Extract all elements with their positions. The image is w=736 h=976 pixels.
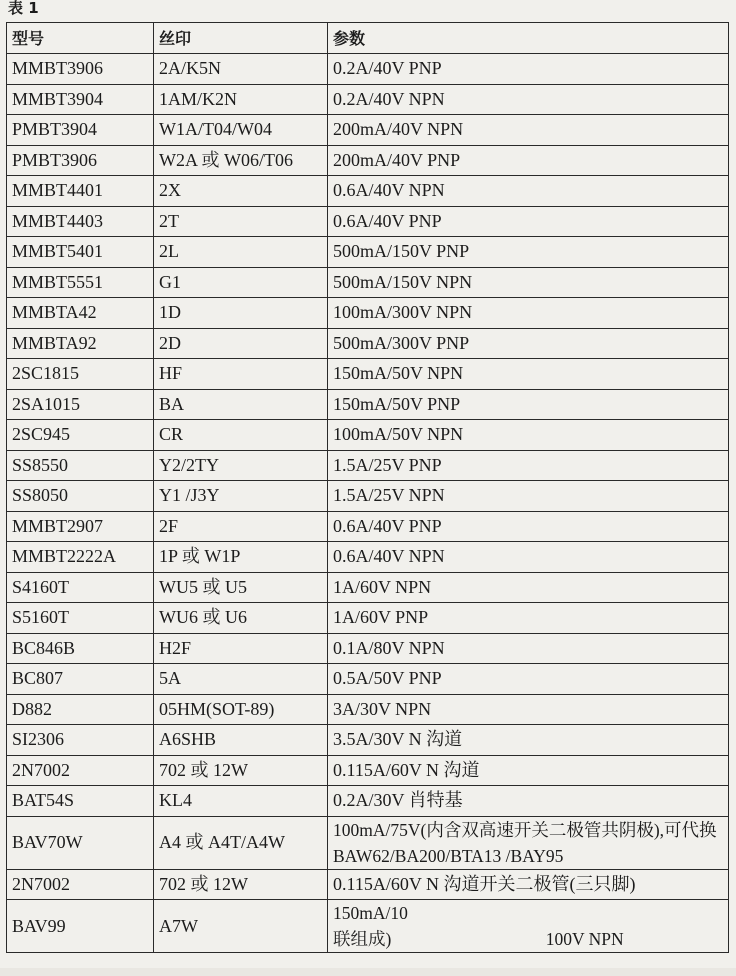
table-row bbox=[7, 328, 729, 359]
cell-model: 2SC945 bbox=[7, 420, 154, 451]
table-row bbox=[7, 359, 729, 390]
cell-marking: 1P 或 W1P bbox=[154, 542, 328, 573]
cell-params: 0.2A/40V NPN bbox=[328, 84, 729, 115]
cell-marking: 702 或 12W bbox=[154, 755, 328, 786]
page-edge bbox=[0, 968, 736, 976]
cell-marking: BA bbox=[154, 389, 328, 420]
cell-params: 0.1A/80V NPN bbox=[328, 633, 729, 664]
cell-model: 2SC1815 bbox=[7, 359, 154, 390]
cell-model: SI2306 bbox=[7, 725, 154, 756]
header-model: 型号 bbox=[7, 23, 154, 54]
cell-model: BAV70W bbox=[7, 816, 154, 869]
cell-params: 0.2A/30V 肖特基 bbox=[328, 786, 729, 817]
cell-params: 150mA/50V NPN bbox=[328, 359, 729, 390]
cell-marking: G1 bbox=[154, 267, 328, 298]
cell-params: 0.2A/40V PNP bbox=[328, 54, 729, 85]
table-row bbox=[7, 786, 729, 817]
cell-params: 1A/60V NPN bbox=[328, 572, 729, 603]
cell-model: BC846B bbox=[7, 633, 154, 664]
cell-marking: CR bbox=[154, 420, 328, 451]
params-line-2b: 100V NPN bbox=[545, 929, 624, 949]
table-row bbox=[7, 481, 729, 512]
table-row bbox=[7, 450, 729, 481]
cell-marking: 2F bbox=[154, 511, 328, 542]
cell-model: BAV99 bbox=[7, 900, 154, 953]
table-row bbox=[7, 145, 729, 176]
table-row bbox=[7, 603, 729, 634]
cell-params: 0.6A/40V NPN bbox=[328, 176, 729, 207]
cell-model: 2N7002 bbox=[7, 869, 154, 900]
cell-marking: HF bbox=[154, 359, 328, 390]
cell-params: 1.5A/25V NPN bbox=[328, 481, 729, 512]
cell-params: 0.115A/60V N 沟道开关二极管(三只脚) bbox=[328, 869, 729, 900]
cell-marking: A4 或 A4T/A4W bbox=[154, 816, 328, 869]
cell-model: MMBT3904 bbox=[7, 84, 154, 115]
cell-params bbox=[328, 900, 729, 953]
cell-marking: 1AM/K2N bbox=[154, 84, 328, 115]
table-row bbox=[7, 869, 729, 900]
cell-marking: W1A/T04/W04 bbox=[154, 115, 328, 146]
table-row bbox=[7, 664, 729, 695]
cell-model: MMBT5551 bbox=[7, 267, 154, 298]
cell-model: BAT54S bbox=[7, 786, 154, 817]
cell-model: MMBT5401 bbox=[7, 237, 154, 268]
table-row bbox=[7, 298, 729, 329]
cell-model: MMBTA42 bbox=[7, 298, 154, 329]
cell-params: 1A/60V PNP bbox=[328, 603, 729, 634]
table-row bbox=[7, 420, 729, 451]
table-row bbox=[7, 237, 729, 268]
table-row bbox=[7, 389, 729, 420]
cell-model: MMBT2907 bbox=[7, 511, 154, 542]
table-row bbox=[7, 84, 729, 115]
cell-params: 1.5A/25V PNP bbox=[328, 450, 729, 481]
table-row bbox=[7, 54, 729, 85]
cell-model: D882 bbox=[7, 694, 154, 725]
cell-params: 0.6A/40V PNP bbox=[328, 206, 729, 237]
header-marking: 丝印 bbox=[154, 23, 328, 54]
cell-marking: 1D bbox=[154, 298, 328, 329]
cell-marking: WU5 或 U5 bbox=[154, 572, 328, 603]
table-row bbox=[7, 816, 729, 869]
cell-marking: 5A bbox=[154, 664, 328, 695]
cell-model: SS8550 bbox=[7, 450, 154, 481]
cell-model: MMBTA92 bbox=[7, 328, 154, 359]
table-row bbox=[7, 694, 729, 725]
table-row bbox=[7, 725, 729, 756]
table-row bbox=[7, 176, 729, 207]
cell-params: 3A/30V NPN bbox=[328, 694, 729, 725]
cell-params: 0.115A/60V N 沟道 bbox=[328, 755, 729, 786]
table-row bbox=[7, 633, 729, 664]
table-row bbox=[7, 542, 729, 573]
cell-params: 0.5A/50V PNP bbox=[328, 664, 729, 695]
cell-model: PMBT3904 bbox=[7, 115, 154, 146]
table-row bbox=[7, 572, 729, 603]
cell-model: SS8050 bbox=[7, 481, 154, 512]
params-line-2a: 联组成) bbox=[333, 929, 392, 949]
table-row bbox=[7, 115, 729, 146]
cell-params: 500mA/300V PNP bbox=[328, 328, 729, 359]
header-params: 参数 bbox=[328, 23, 729, 54]
table-row bbox=[7, 755, 729, 786]
cell-model: S5160T bbox=[7, 603, 154, 634]
table-row bbox=[7, 511, 729, 542]
cell-marking: 2T bbox=[154, 206, 328, 237]
table-row bbox=[7, 206, 729, 237]
cell-marking: Y1 /J3Y bbox=[154, 481, 328, 512]
cell-params: 500mA/150V NPN bbox=[328, 267, 729, 298]
cell-marking: 2L bbox=[154, 237, 328, 268]
cell-params: 3.5A/30V N 沟道 bbox=[328, 725, 729, 756]
cell-params: 200mA/40V NPN bbox=[328, 115, 729, 146]
cell-model: MMBT4401 bbox=[7, 176, 154, 207]
cell-model: S4160T bbox=[7, 572, 154, 603]
params-line-1: 150mA/10 bbox=[333, 903, 408, 923]
header-row bbox=[7, 23, 729, 54]
spec-table bbox=[6, 22, 729, 953]
cell-model: MMBT2222A bbox=[7, 542, 154, 573]
cell-marking: KL4 bbox=[154, 786, 328, 817]
cell-marking: 2X bbox=[154, 176, 328, 207]
cell-params: 150mA/50V PNP bbox=[328, 389, 729, 420]
cell-marking: W2A 或 W06/T06 bbox=[154, 145, 328, 176]
table-body bbox=[7, 54, 729, 953]
cell-params: 500mA/150V PNP bbox=[328, 237, 729, 268]
cell-model: MMBT3906 bbox=[7, 54, 154, 85]
table-caption: 表 1 bbox=[8, 0, 39, 17]
cell-params: 100mA/300V NPN bbox=[328, 298, 729, 329]
cell-marking: WU6 或 U6 bbox=[154, 603, 328, 634]
cell-params: 100mA/75V(内含双高速开关二极管共阴极),可代换 BAW62/BA200/BTA13 /BAY95 bbox=[328, 816, 729, 869]
cell-marking: Y2/2TY bbox=[154, 450, 328, 481]
cell-marking: 2D bbox=[154, 328, 328, 359]
table-row bbox=[7, 900, 729, 953]
cell-model: 2N7002 bbox=[7, 755, 154, 786]
cell-model: MMBT4403 bbox=[7, 206, 154, 237]
cell-model: PMBT3906 bbox=[7, 145, 154, 176]
cell-marking: A6SHB bbox=[154, 725, 328, 756]
cell-marking: 2A/K5N bbox=[154, 54, 328, 85]
table-row bbox=[7, 267, 729, 298]
cell-model: BC807 bbox=[7, 664, 154, 695]
cell-model: 2SA1015 bbox=[7, 389, 154, 420]
cell-params: 100mA/50V NPN bbox=[328, 420, 729, 451]
cell-params: 200mA/40V PNP bbox=[328, 145, 729, 176]
cell-params: 0.6A/40V PNP bbox=[328, 511, 729, 542]
cell-marking: 702 或 12W bbox=[154, 869, 328, 900]
cell-marking: A7W bbox=[154, 900, 328, 953]
cell-params: 0.6A/40V NPN bbox=[328, 542, 729, 573]
cell-marking: H2F bbox=[154, 633, 328, 664]
cell-marking: 05HM(SOT-89) bbox=[154, 694, 328, 725]
